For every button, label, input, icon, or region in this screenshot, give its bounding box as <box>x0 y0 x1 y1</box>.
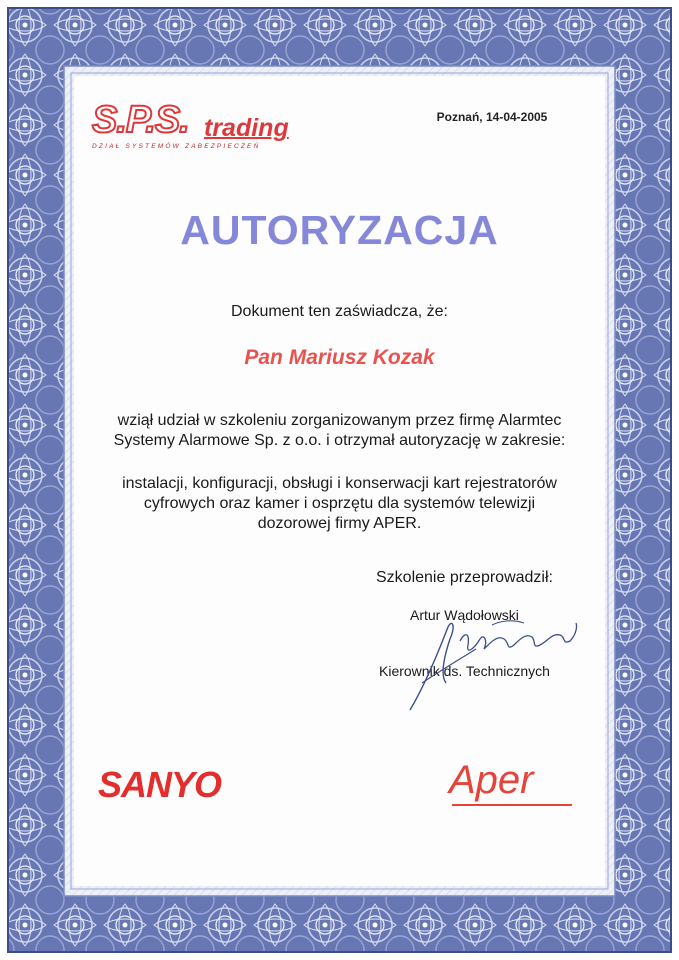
aper-logo-underline <box>452 804 573 806</box>
training-statement-line: wziął udział w szkoleniu zorganizowanym przez firmę Alarmtec <box>117 412 562 429</box>
signer-name: Artur Wądołowski <box>410 607 519 623</box>
recipient-name: Pan Mariusz Kozak <box>244 346 435 369</box>
sps-trading-logo <box>92 100 312 160</box>
sps-logo-main: S.P.S. <box>92 99 189 141</box>
scope-line: cyfrowych oraz kamer i osprzętu dla systemów telewizji <box>143 495 536 512</box>
authorization-scope <box>74 474 605 534</box>
scope-line: instalacji, konfiguracji, obsługi i konserwacji kart rejestratorów <box>122 475 557 492</box>
aper-logo: Aper <box>449 758 534 802</box>
intro-text: Dokument ten zaświadcza, że: <box>231 303 448 320</box>
training-statement <box>74 411 605 451</box>
handwritten-signature <box>400 605 585 715</box>
scope-line: dozorowej firmy APER. <box>257 515 422 532</box>
conducted-by-label: Szkolenie przeprowadził: <box>376 569 553 586</box>
training-statement-line: Systemy Alarmowe Sp. z o.o. i otrzymał autoryzację w zakresie: <box>113 432 566 449</box>
signer-role: Kierownik ds. Technicznych <box>379 663 550 679</box>
certificate-title: AUTORYZACJA <box>180 207 499 253</box>
issue-date: Poznań, 14-04-2005 <box>436 110 548 124</box>
sanyo-logo: SANYO <box>98 764 222 805</box>
sps-logo-trading: trading <box>204 114 289 142</box>
sps-logo-subtitle: DZIAŁ SYSTEMÓW ZABEZPIECZEŃ <box>92 143 261 150</box>
